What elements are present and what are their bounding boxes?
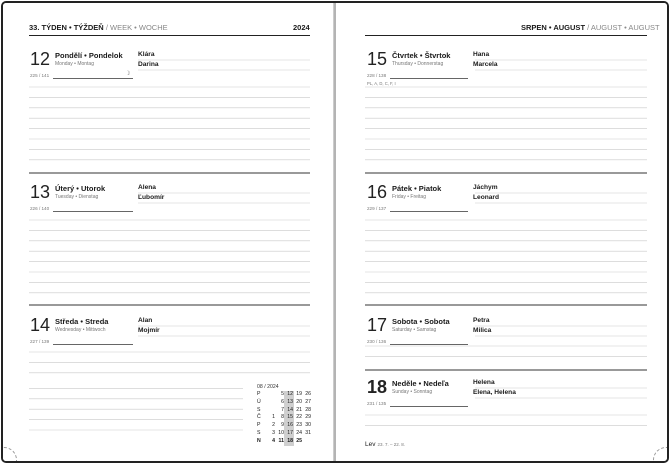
day-name: Středa • Streda [55,317,109,326]
day-name: Pátek • Piatok [392,184,442,193]
nameday-secondary: Ľubomír [138,194,165,201]
calendar-date: 9 [281,422,284,429]
calendar-date: 12 [287,391,293,397]
calendar-date: 6 [281,398,284,405]
day-underline [53,211,133,212]
calendar-date: 21 [296,406,302,413]
day-number: 16 [367,182,388,202]
day-underline [53,344,133,345]
calendar-date: 20 [296,398,302,405]
calendar-date: 24 [296,430,302,436]
calendar-date: 29 [305,414,311,421]
nameday-primary: Helena [473,379,495,386]
calendar-date: 23 [296,422,302,429]
calendar-date: 7 [281,406,284,413]
calendar-date: 25 [296,437,302,444]
day-underline [390,344,468,345]
day-underline [390,406,468,407]
nameday-primary: Hana [473,51,490,58]
day-count: 228 / 138 [367,73,387,78]
day-number: 18 [367,377,388,397]
day-count: 227 / 139 [30,339,50,344]
calendar-date: 19 [296,391,302,397]
mini-calendar-row [257,399,337,407]
day-count: 230 / 136 [367,339,387,344]
day-name: Sobota • Sobota [392,317,450,326]
calendar-date: 26 [305,391,311,397]
day-underline [390,78,468,79]
day-number: 15 [367,49,388,69]
day-number: 17 [367,315,388,335]
calendar-date: 3 [272,430,275,436]
nameday-primary: Alena [138,184,156,191]
nameday-primary: Klára [138,51,155,58]
day-name-secondary: Friday • Freitag [392,194,426,200]
calendar-date: 14 [287,406,293,413]
week-label: 33. TÝDEN • TÝŽDEŇ [29,23,104,32]
mini-calendar-row [257,430,337,438]
weekday-label: Č [257,414,261,421]
day-number: 13 [30,182,51,202]
day-name-secondary: Sunday • Sonntag [392,389,433,395]
day-name-secondary: Wednesday • Mittwoch [55,327,106,333]
right-page [336,3,667,461]
holiday-note: PL, A, D, C, F, I [367,81,396,86]
calendar-date: 4 [272,437,275,444]
day-count: 226 / 140 [30,206,50,211]
day-underline [53,78,133,79]
calendar-date: 18 [287,437,293,444]
zodiac-name: Lev [365,441,376,448]
planner-spread [1,1,669,463]
nameday-primary: Alan [138,317,153,324]
day-count: 229 / 137 [367,206,387,211]
month-label: SRPEN • AUGUST [521,23,586,32]
weekday-label: Ú [257,398,261,405]
calendar-date: 22 [296,414,302,421]
day-count: 231 / 135 [367,401,387,406]
calendar-date: 28 [305,406,311,413]
day-name: Úterý • Utorok [55,184,106,193]
day-number: 12 [30,49,51,69]
nameday-primary: Petra [473,317,490,324]
calendar-date: 27 [305,398,311,405]
day-name: Pondělí • Pondelok [55,51,123,60]
calendar-date: 17 [287,430,293,436]
zodiac-sign [365,441,405,448]
nameday-secondary: Marcela [473,61,498,68]
day-count: 225 / 141 [30,73,50,78]
calendar-date: 2 [272,422,275,429]
weekday-label: P [257,422,261,429]
mini-calendar-row [257,414,337,422]
nameday-secondary: Leonard [473,194,500,201]
nameday-secondary: Elena, Helena [473,389,516,396]
weekday-label: S [257,406,261,413]
calendar-date: 5 [281,391,284,397]
weekday-label: N [257,437,261,444]
calendar-date: 31 [305,430,311,436]
mini-calendar-row [257,438,337,446]
mini-calendar-row [257,391,337,399]
calendar-date: 15 [287,414,293,421]
weekday-label: P [257,391,261,397]
day-name-secondary: Saturday • Samstag [392,327,437,333]
day-name-secondary: Monday • Montag [55,61,94,67]
day-name: Neděle • Nedeľa [392,379,449,388]
nameday-primary: Jáchym [473,184,498,191]
day-name-secondary: Tuesday • Dienstag [55,194,99,200]
mini-calendar-title: 08 / 2024 [257,384,279,390]
day-name-secondary: Thursday • Donnerstag [392,61,444,67]
mini-calendar-row [257,407,337,415]
nameday-secondary: Milica [473,327,492,334]
weekday-label: S [257,430,261,436]
mini-calendar-row [257,422,337,430]
day-number: 14 [30,315,51,335]
month-label-secondary: / AUGUST • AUGUST [585,23,660,32]
day-underline [390,211,468,212]
moon-phase-icon: ☽ [125,71,131,77]
year-text: 2024 [293,23,310,32]
calendar-date: 1 [272,414,275,421]
calendar-date: 30 [305,422,311,429]
nameday-secondary: Darina [138,61,159,68]
calendar-date: 10 [278,430,284,436]
day-name: Čtvrtek • Štvrtok [392,51,451,60]
left-page [3,3,334,461]
week-label-secondary: / WEEK • WOCHE [103,23,168,32]
calendar-date: 8 [281,414,284,421]
calendar-date: 13 [287,398,293,405]
nameday-secondary: Mojmír [138,327,160,334]
calendar-date: 11 [278,437,284,444]
calendar-date: 16 [287,422,293,429]
zodiac-dates: 23. 7. – 22. 8. [377,442,406,447]
